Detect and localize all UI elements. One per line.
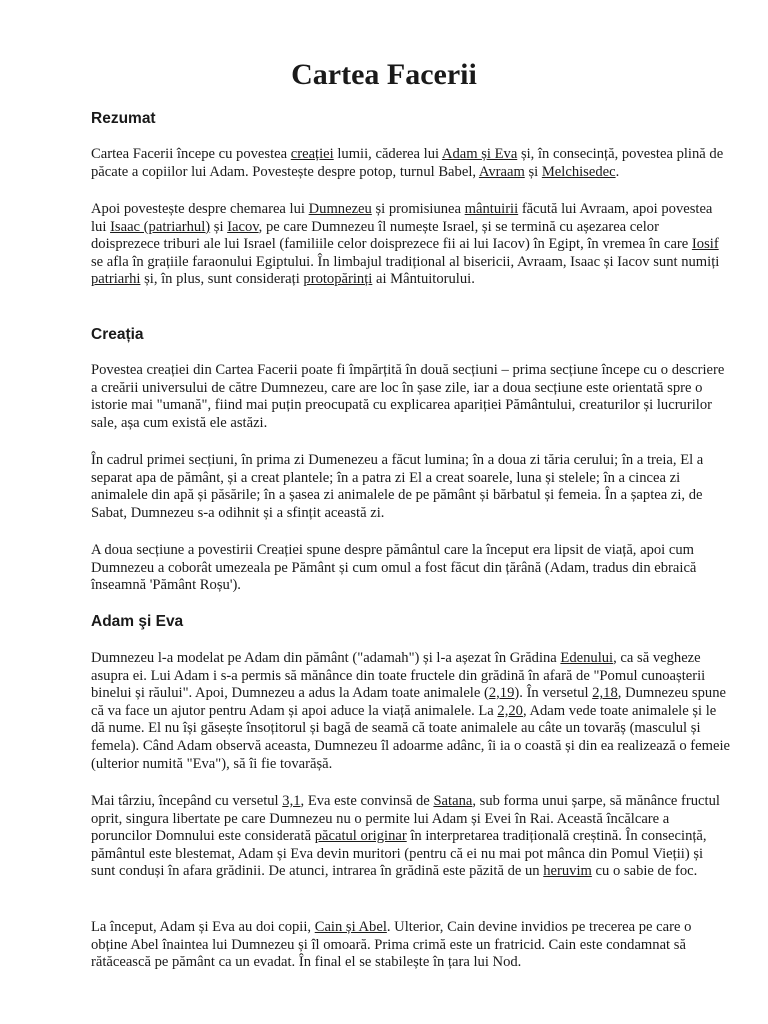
inline-link[interactable]: Avraam	[478, 163, 525, 180]
paragraph: În cadrul primei secțiuni, în prima zi Dumenezeu a făcut lumina; în a doua zi tăria cerului; în a treia, El a separat apa de pământ, și a creat plantele; în a patra zi El a creat soarele, luna și stelele; în a cincea zi animalele din apă și păsările; în a șasea zi animalele de pe pământ și bărbatul și femeia. În a șaptea zi, de Sabat, Dumnezeu s-a odihnit și a sfințit această zi.	[91, 452, 704, 521]
inline-link[interactable]: Iosif	[691, 236, 719, 253]
inline-link[interactable]: Cain și Abel	[314, 919, 387, 935]
inline-link[interactable]: Dumnezeu	[308, 201, 372, 217]
inline-link[interactable]: mântuirii	[464, 201, 519, 217]
inline-link[interactable]: heruvim	[543, 863, 592, 880]
inline-link[interactable]: 2,18	[592, 685, 618, 702]
inline-link[interactable]: Isaac (patriarhul)	[110, 218, 211, 235]
inline-link[interactable]: Melchisedec	[541, 163, 616, 180]
document-title: Cartea Facerii	[291, 58, 477, 91]
heading-rezumat: Rezumat	[91, 110, 156, 127]
heading-adam-si-eva: Adam şi Eva	[91, 613, 184, 630]
paragraph: A doua secțiune a povestirii Creației spune despre pământul care la început era lipsit de viață, apoi cum Dumnezeu a coborât umezeala pe Pământ și cum omul a fost făcut din țărână (Adam, tradus din ebraică înseamnă 'Pământ Roșu').	[91, 542, 697, 594]
paragraph: La început, Adam și Eva au doi copii, Cain și Abel. Ulterior, Cain devine invidios pe trecerea pe care o obține Abel înaintea lui Dumnezeu și îl omoară. Prima crimă este un fratricid. Cain este condamnat să rătăcească pe pământ ca un evadat. În final el se stabilește în țara lui Nod.	[91, 919, 692, 971]
paragraph: Apoi povestește despre chemarea lui Dumnezeu și promisiunea mântuirii făcută lui Avraam, apoi povestea lui Isaac (patriarhul) și Iacov, pe care Dumnezeu îl numește Israel, și se termină cu așezarea celor doisprezece triburi ale lui Israel (familiile celor doisprezece fii ai lui Iacov) în Egipt, în vremea în care Iosif se afla în grațiile faraonului Egiptului. În limbajul tradițional al bisericii, Avraam, Isaac și Iacov sunt numiți patriarhi și, în plus, sunt considerați protopărinți ai Mântuitorului.	[91, 201, 720, 288]
inline-link[interactable]: creației	[290, 146, 334, 162]
inline-link[interactable]: păcatul originar	[314, 828, 407, 845]
inline-link[interactable]: 2,19	[488, 685, 515, 702]
inline-link[interactable]: Edenului	[560, 650, 614, 666]
inline-link[interactable]: 3,1	[282, 793, 301, 809]
inline-link[interactable]: Adam și Eva	[441, 146, 518, 162]
paragraph: Mai târziu, începând cu versetul 3,1, Eva este convinsă de Satana, sub forma unui șarpe, să mănânce fructul oprit, singura libertate pe care Dumnezeu nu o permite lui Adam și Evei în Rai. Această încălcare a poruncilor Domnului este considerată păcatul originar în interpretarea tradițională creștină. În consecință, pământul este blestemat, Adam și Eva devin muritori (pentru că ei nu mai pot mânca din Pomul Vieții) și sunt conduși în afara grădinii. De atunci, intrarea în grădină este păzită de un heruvim cu o sabie de foc.	[91, 793, 720, 880]
heading-creatia: Creația	[91, 326, 144, 343]
inline-link[interactable]: 2,20	[497, 702, 523, 719]
paragraph: Cartea Facerii începe cu povestea creației lumii, căderea lui Adam și Eva și, în consecință, povestea plină de păcate a copiilor lui Adam. Povestește despre potop, turnul Babel, Avraam și Melchisedec.	[91, 146, 724, 180]
inline-link[interactable]: patriarhi	[91, 271, 141, 288]
inline-link[interactable]: protopărinți	[303, 271, 373, 288]
inline-link[interactable]: Satana	[433, 793, 473, 809]
paragraph: Dumnezeu l-a modelat pe Adam din pământ ("adamah") și l-a așezat în Grădina Edenului, ca să vegheze asupra ei. Lui Adam i s-a permis să mănânce din toate fructele din grădină în afară de "Pomul cunoașterii binelui și răului". Apoi, Dumnezeu a adus la Adam toate animalele (2,19). În versetul 2,18, Dumnezeu spune că va face un ajutor pentru Adam și apoi aduce la viață animalele. La 2,20, Adam vede toate animalele și le dă nume. El nu își găsește însoțitorul și bagă de seamă că toate animalele au câte un tovarăș (masculul și femela). Când Adam observă aceasta, Dumnezeu îl adoarme adânc, îi ia o coastă și din ea realizează o femeie (ulterior numită "Eva"), să îi fie tovarășă.	[91, 650, 730, 772]
inline-link[interactable]: Iacov	[227, 218, 259, 235]
paragraph: Povestea creației din Cartea Facerii poate fi împărțită în două secțiuni – prima secțiune începe cu o descriere a creării universului de către Dumnezeu, care are loc în șase zile, iar a doua secțiune este orientată spre o istorie mai "umană", fiind mai puțin preocupată cu explicarea apariției Pământului, creaturilor și lucrurilor sale, așa cum există ele astăzi.	[91, 362, 725, 431]
